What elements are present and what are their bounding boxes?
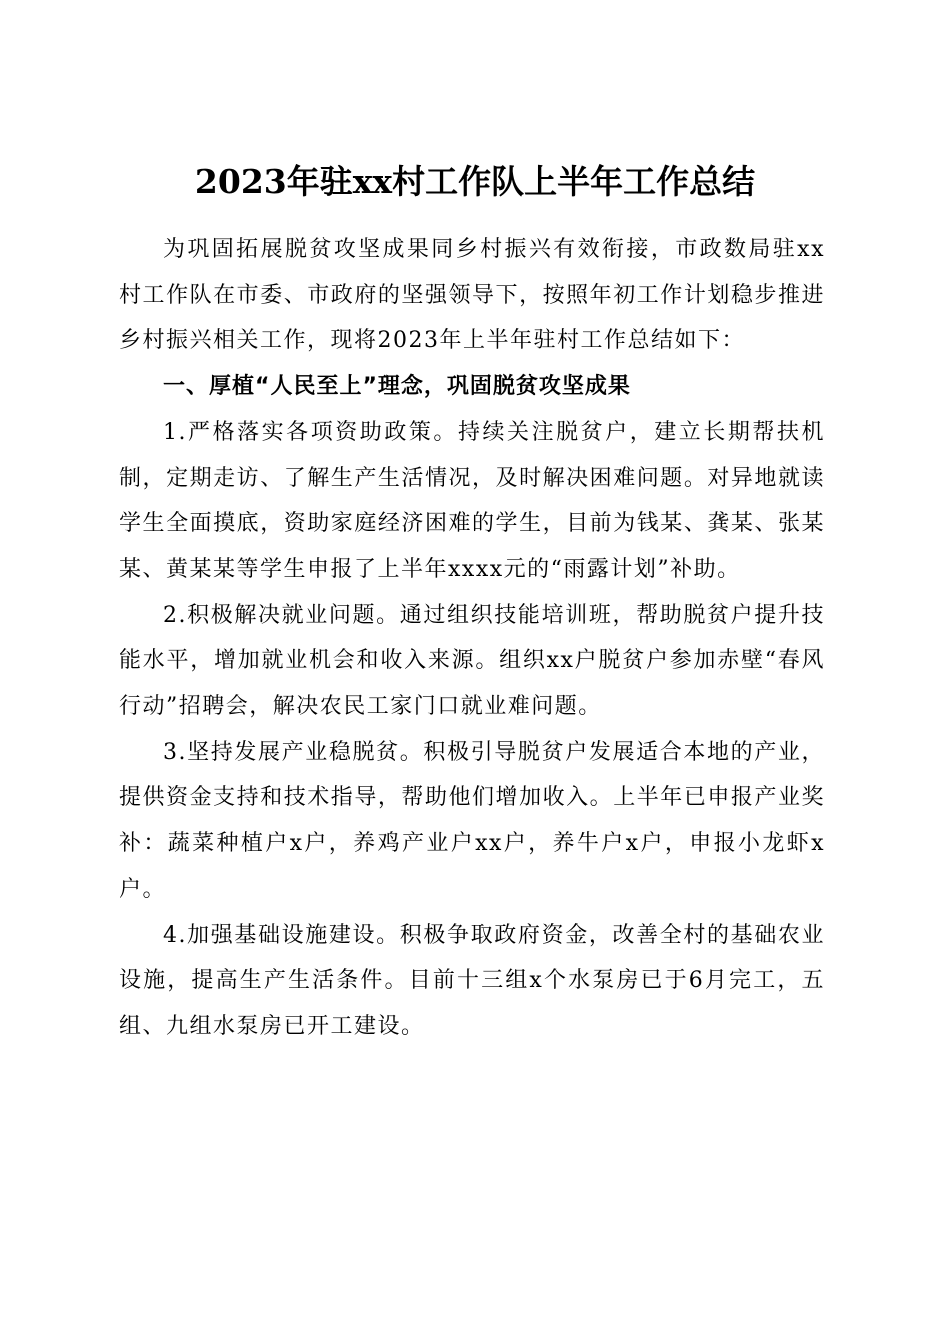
item-paragraph-1: 1.严格落实各项资助政策。持续关注脱贫户，建立长期帮扶机制，定期走访、了解生产生活情况，及时解决困难问题。对异地就读学生全面摸底，资助家庭经济困难的学生，目前为钱某、龚某、张某某、黄某某等学生申报了上半年xxxx元的“雨露计划”补助。 <box>119 419 825 582</box>
section-heading-1: 一、厚植“人民至上”理念，巩固脱贫攻坚成果 <box>163 374 631 400</box>
item-paragraph-2: 2.积极解决就业问题。通过组织技能培训班，帮助脱贫户提升技能水平，增加就业机会和收入来源。组织xx户脱贫户参加赤壁“春风行动”招聘会，解决农民工家门口就业难问题。 <box>119 602 825 720</box>
intro-paragraph: 为巩固拓展脱贫攻坚成果同乡村振兴有效衔接，市政数局驻xx村工作队在市委、市政府的坚强领导下，按照年初工作计划稳步推进乡村振兴相关工作，现将2023年上半年驻村工作总结如下： <box>119 237 825 354</box>
item-paragraph-3: 3.坚持发展产业稳脱贫。积极引导脱贫户发展适合本地的产业，提供资金支持和技术指导，帮助他们增加收入。上半年已申报产业奖补：蔬菜种植户x户，养鸡产业户xx户，养牛户x户，申报小龙虾x户。 <box>119 739 825 902</box>
document-title: 2023年驻xx村工作队上半年工作总结 <box>194 162 756 202</box>
document-body <box>119 227 825 1050</box>
item-paragraph-4: 4.加强基础设施建设。积极争取政府资金，改善全村的基础农业设施，提高生产生活条件。目前十三组x个水泵房已于6月完工，五组、九组水泵房已开工建设。 <box>119 922 825 1039</box>
